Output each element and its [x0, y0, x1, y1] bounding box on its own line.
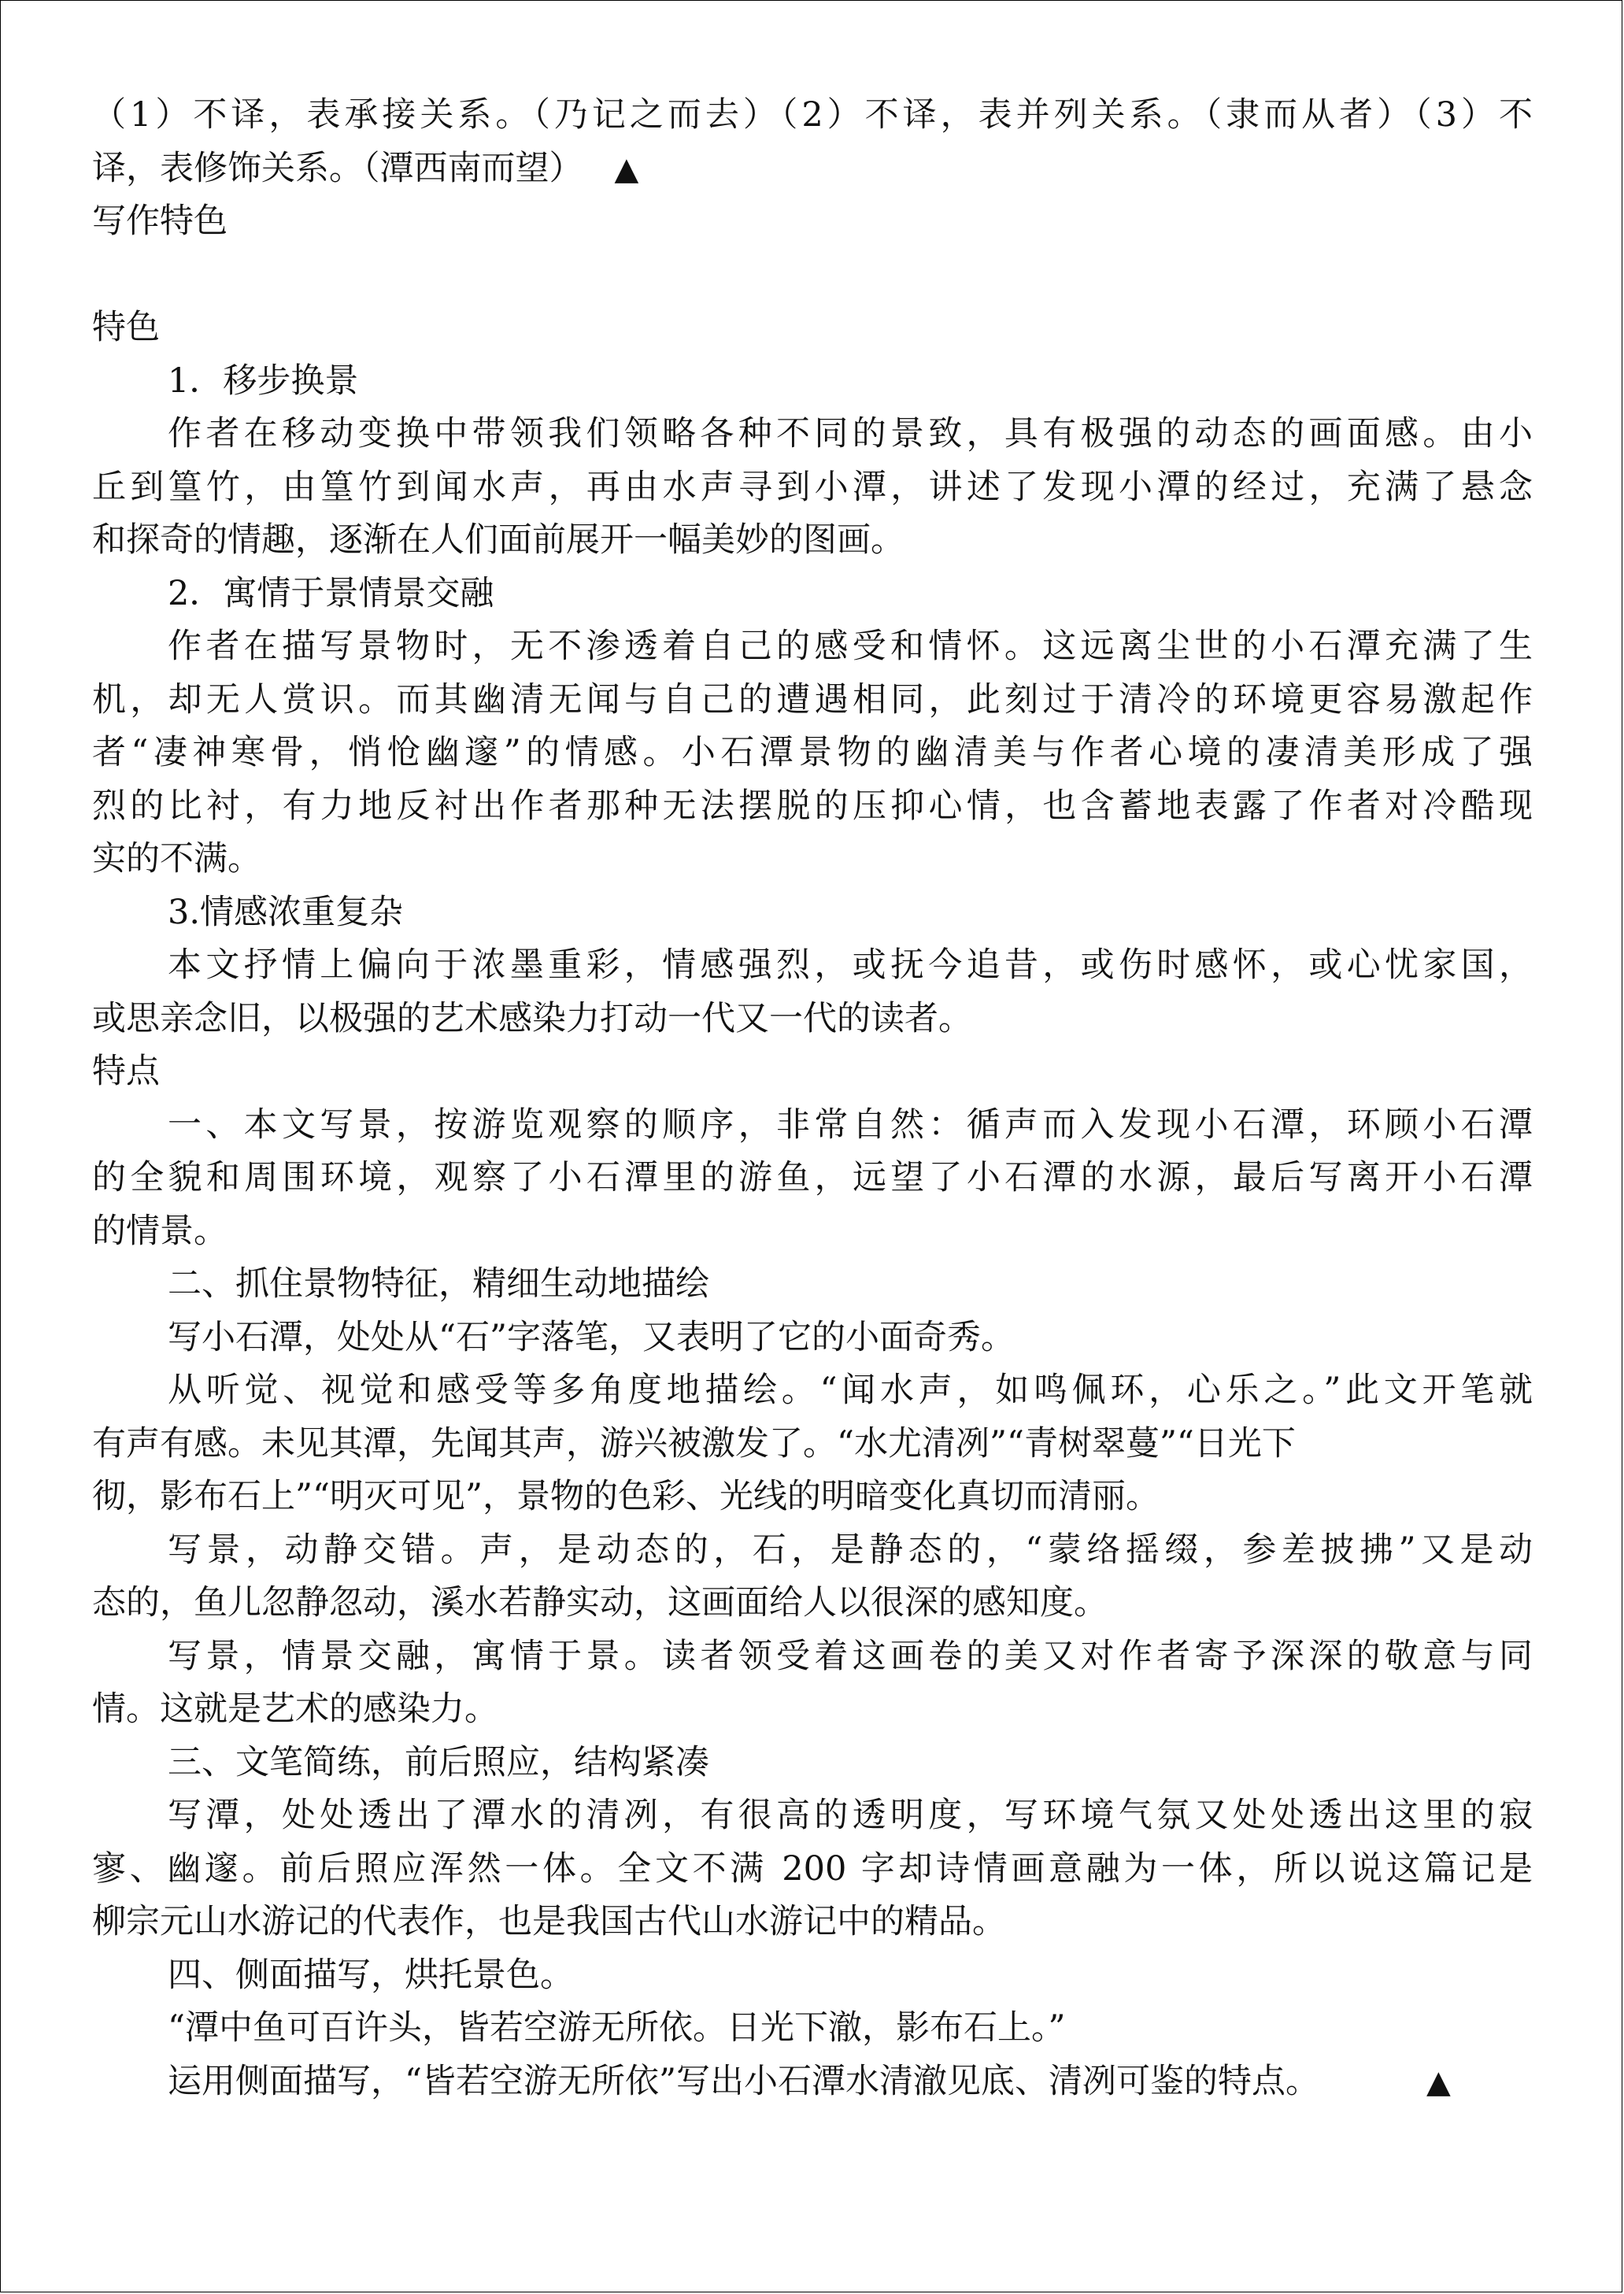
quote-line: “潭中鱼可百许头，皆若空游无所依。日光下澈，影布石上。”	[168, 2008, 1066, 2048]
text-span: 运用侧面描写，“皆若空游无所依”写出小石潭水清澈见底、清冽可鉴的特点。	[168, 2061, 1319, 2101]
text-line: 和探奇的情趣，逐渐在人们面前展开一幅美妙的图画。	[92, 520, 904, 560]
text-line: 的情景。	[92, 1211, 228, 1251]
subsection-title: 特点	[92, 1052, 160, 1091]
text-line: 写小石潭，处处从“石”字落笔，又表明了它的小面奇秀。	[168, 1317, 1015, 1357]
feature-heading: 1．移步换景	[168, 361, 359, 401]
text-line: 态的，鱼儿忽静忽动，溪水若静实动，这画面给人以很深的感知度。	[92, 1583, 1108, 1622]
text-line: 有声有感。未见其潭，先闻其声，游兴被激发了。“水尤清冽”“青树翠蔓”“日光下	[92, 1423, 1296, 1463]
point-heading: 三、文笔简练，前后照应，结构紧凑	[168, 1742, 709, 1782]
text-line: 实的不满。	[92, 839, 261, 879]
point-heading: 二、抓住景物特征，精细生动地描绘	[168, 1264, 709, 1304]
subsection-title: 特色	[92, 308, 160, 347]
text-line: 的全貌和周围环境，观察了小石潭里的游鱼，远望了小石潭的水源，最后写离开小石潭	[92, 1158, 1533, 1197]
text-line	[92, 142, 1533, 196]
text-line: 写景，动静交错。声，是动态的，石，是静态的，“蒙络摇缀，参差披拂”又是动	[168, 1530, 1533, 1570]
feature-heading: 3.情感浓重复杂	[168, 892, 404, 932]
point-heading: 四、侧面描写，烘托景色。	[168, 1955, 574, 1995]
text-line: 烈的比衬，有力地反衬出作者那种无法摆脱的压抑心情，也含蓄地表露了作者对冷酷现	[92, 786, 1533, 826]
text-line: （1）不译，表承接关系。（乃记之而去）（2）不译，表并列关系。（隶而从者）（3）不	[92, 95, 1533, 135]
text-line: 者“凄神寒骨，悄怆幽邃”的情感。小石潭景物的幽清美与作者心境的凄清美形成了强	[92, 733, 1533, 772]
text-line: 一、本文写景，按游览观察的顺序，非常自然：循声而入发现小石潭，环顾小石潭	[168, 1104, 1533, 1145]
triangle-marker-icon: ▲	[614, 150, 639, 187]
text-line: 作者在描写景物时，无不渗透着自己的感受和情怀。这远离尘世的小石潭充满了生	[168, 627, 1533, 666]
text-line: 机，却无人赏识。而其幽清无闻与自己的遭遇相同，此刻过于清冷的环境更容易激起作	[92, 679, 1533, 720]
text-line: 本文抒情上偏向于浓墨重彩，情感强烈，或抚今追昔，或伤时感怀，或心忧家国，	[168, 945, 1533, 985]
section-title: 写作特色	[92, 202, 228, 241]
text-line: 写潭，处处透出了潭水的清冽，有很高的透明度，写环境气氛又处处透出这里的寂	[168, 1796, 1533, 1835]
text-span: 译，表修饰关系。（潭西南而望）	[92, 148, 583, 188]
text-line: 柳宗元山水游记的代表作，也是我国古代山水游记中的精品。	[92, 1902, 1006, 1941]
text-line	[92, 2055, 1533, 2109]
document-body	[92, 89, 1533, 2108]
text-line: 或思亲念旧，以极强的艺术感染力打动一代又一代的读者。	[92, 998, 972, 1038]
triangle-marker-icon: ▲	[1426, 2063, 1451, 2100]
text-line: 作者在移动变换中带领我们领略各种不同的景致，具有极强的动态的画面感。由小	[168, 414, 1533, 453]
text-line: 从听觉、视觉和感受等多角度地描绘。“闻水声，如鸣佩环，心乐之。”此文开笔就	[168, 1371, 1533, 1410]
text-line: 情。这就是艺术的感染力。	[92, 1689, 498, 1729]
text-line: 写景，情景交融，寓情于景。读者领受着这画卷的美又对作者寄予深深的敬意与同	[168, 1636, 1533, 1676]
blank-line	[92, 249, 1533, 302]
text-line: 彻，影布石上”“明灭可见”，景物的色彩、光线的明暗变化真切而清丽。	[92, 1477, 1160, 1516]
text-line: 丘到篁竹，由篁竹到闻水声，再由水声寻到小潭，讲述了发现小潭的经过，充满了悬念	[92, 467, 1533, 507]
text-line: 寥、幽邃。前后照应浑然一体。全文不满 200 字却诗情画意融为一体，所以说这篇记是	[92, 1848, 1533, 1889]
feature-heading: 2．寓情于景情景交融	[168, 573, 494, 613]
